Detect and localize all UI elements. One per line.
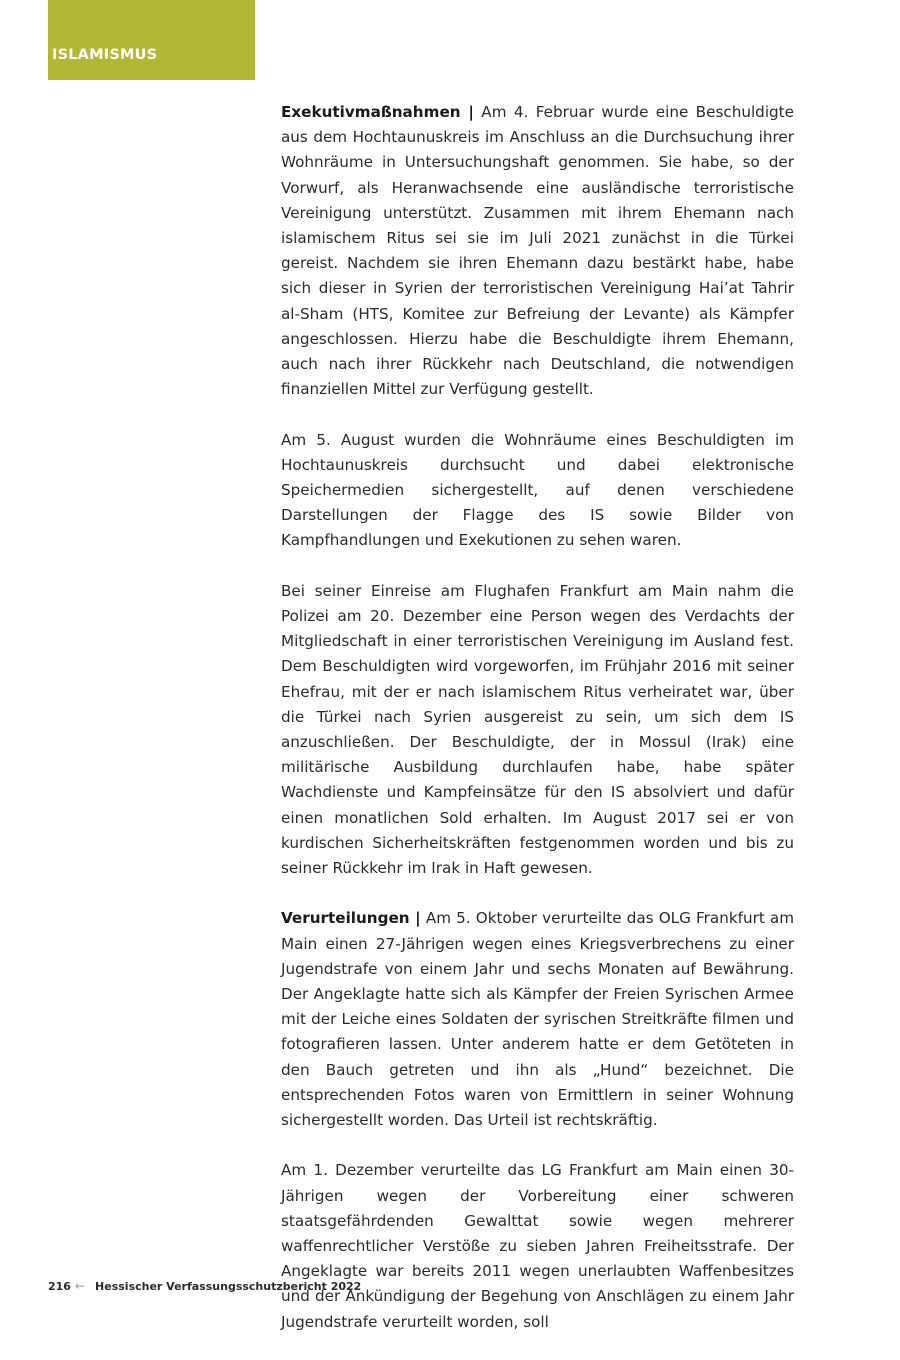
page-number: 216 [48, 1279, 71, 1293]
paragraph-text: Am 5. Oktober verurteilte das OLG Frankfurt am Main einen 27-Jährigen wegen eines Kriegsverbrechens zu einer Jugendstrafe von einem Jahr und sechs Monaten auf Bewährung. Der Angeklagte hatte sich als Kämpfer der Freien Syrischen Armee mit der Leiche eines Soldaten der syrischen Streitkräfte filmen und fotografieren lassen. Unter anderem hatte er dem Getöteten in den Bauch getreten und ihn als „Hund“ bezeichnet. Die entsprechenden Fotos waren von Ermittlern in seiner Wohnung sichergestellt worden. Das Urteil ist rechtskräftig. [281, 909, 795, 1130]
paragraph-verurteilungen [281, 906, 794, 1133]
paragraph-text: Am 5. August wurden die Wohnräume eines Beschuldigten im Hochtaunuskreis durchsucht und dabei elektronische Speichermedien sichergestellt, auf denen verschiedene Darstellungen der Flagge des IS sowie Bilder von Kampfhandlungen und Exekutionen zu sehen waren. [281, 430, 794, 550]
paragraph-december-verdict [281, 1158, 794, 1334]
paragraph-august-search [281, 428, 794, 554]
paragraph-text: Bei seiner Einreise am Flughafen Frankfurt am Main nahm die Polizei am 20. Dezember eine Person wegen des Verdachts der Mitgliedschaft in einer terroristischen Vereinigung im Ausland fest. Dem Beschuldigten wird vorgeworfen, im Frühjahr 2016 mit seiner Ehefrau, mit der er nach islamischem Ritus verheiratet war, über die Türkei nach Syrien ausgereist zu sein, um sich dem IS anzuschließen. Der Beschuldigte, der in Mossul (Irak) eine militärische Ausbildung durchlaufen habe, habe später Wachdienste und Kampfeinsätze für den IS absolviert und dafür einen monatlichen Sold erhalten. Im August 2017 sei er von kurdischen Sicherheitskräften festgenommen worden und bis zu seiner Rückkehr im Irak in Haft gewesen. [281, 581, 794, 878]
paragraph-text: Am 4. Februar wurde eine Beschuldigte aus dem Hochtaunuskreis im Anschluss an die Durchsuchung ihrer Wohnräume in Untersuchungshaft genommen. Sie habe, so der Vorwurf, als Heranwachsende eine ausländische terroristische Vereinigung unterstützt. Zusammen mit ihrem Ehemann nach islamischem Ritus sei sie im Juli 2021 zunächst in die Türkei gereist. Nachdem sie ihren Ehemann dazu bestärkt habe, habe sich dieser in Syrien der terroristischen Vereinigung Hai’at Tahrir al-Sham (HTS, Komitee zur Befreiung der Levante) als Kämpfer angeschlossen. Hierzu habe die Beschuldigte ihrem Ehemann, auch nach ihrer Rückkehr nach Deutschland, die notwendigen finanziellen Mittel zur Verfügung gestellt. [281, 103, 794, 399]
report-title: Hessischer Verfassungsschutzbericht 2022 [95, 1279, 362, 1293]
paragraph-lead: Verurteilungen | [281, 909, 421, 928]
paragraph-exekutivmassnahmen [281, 100, 794, 402]
back-arrow-icon[interactable]: ← [74, 1279, 86, 1293]
page-footer [48, 1279, 361, 1293]
paragraph-lead: Exekutivmaßnahmen | [281, 103, 474, 121]
paragraph-december-arrest [281, 579, 794, 881]
paragraph-text: Am 1. Dezember verurteilte das LG Frankfurt am Main einen 30-Jährigen wegen der Vorbereitung einer schweren staatsgefährdenden Gewalttat sowie wegen mehrerer waffenrechtlicher Verstöße zu sieben Jahren Freiheitsstrafe. Der Angeklagte war bereits 2011 wegen unerlaubten Waffenbesitzes und der Ankündigung der Begehung von Anschlägen zu einem Jahr Jugendstrafe verurteilt worden, soll [281, 1161, 794, 1331]
body-text [281, 100, 794, 1360]
section-header-tab [48, 0, 255, 80]
section-label: ISLAMISMUS [52, 47, 158, 63]
